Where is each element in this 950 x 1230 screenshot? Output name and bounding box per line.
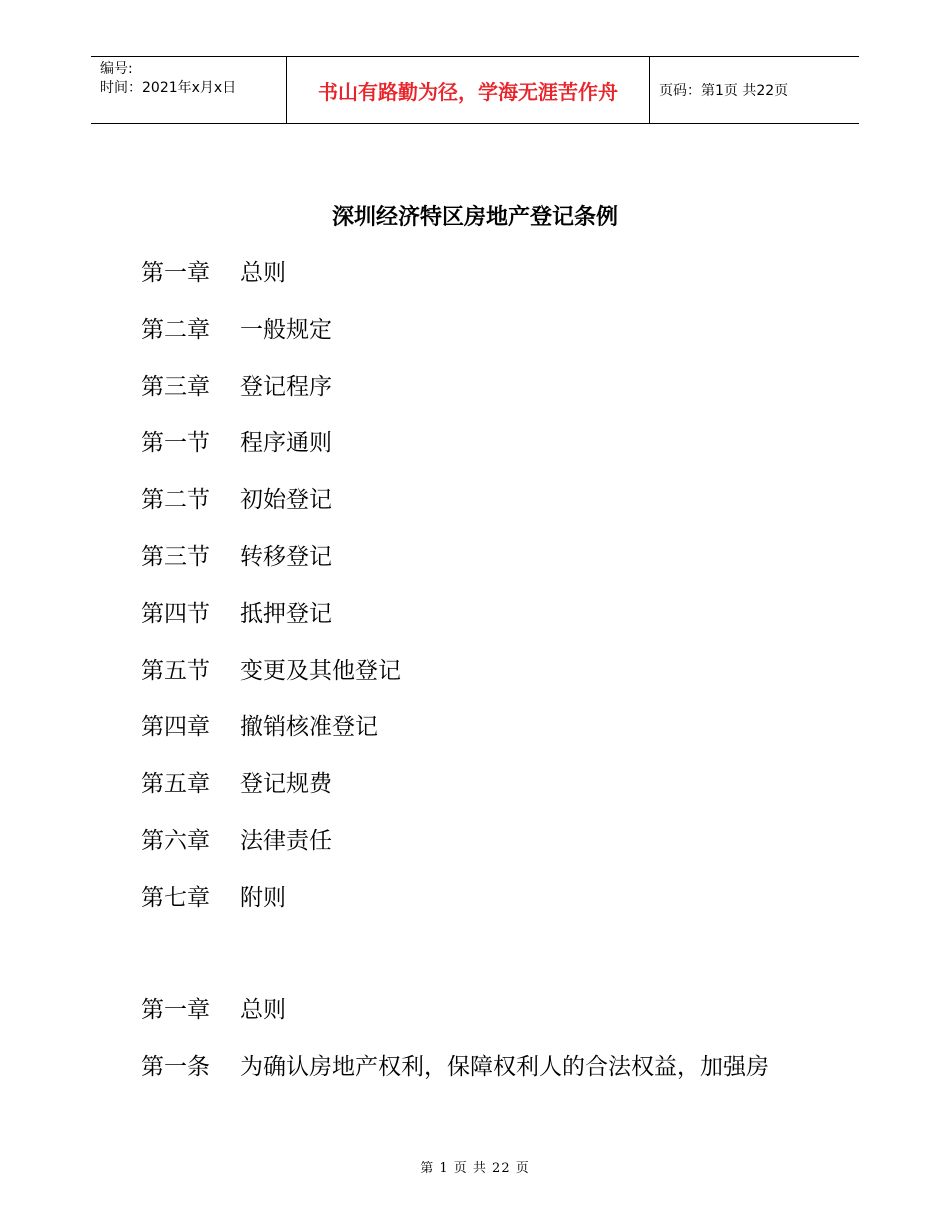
toc-text: 抵押登记 xyxy=(240,600,332,627)
chapter-title: 总则 xyxy=(240,997,286,1023)
toc-text: 登记规费 xyxy=(240,771,332,798)
toc-number: 第四节 xyxy=(141,600,210,627)
toc-number: 第五节 xyxy=(141,657,210,684)
page-footer: 第 1 页 共 22 页 xyxy=(420,1161,530,1176)
toc-item xyxy=(141,825,401,882)
chapter-number: 第一章 xyxy=(141,997,210,1023)
toc-item xyxy=(141,598,401,655)
toc-item xyxy=(141,882,401,939)
toc-text: 程序通则 xyxy=(240,430,332,457)
toc-text: 一般规定 xyxy=(240,316,332,343)
toc-number: 第一章 xyxy=(141,260,210,286)
toc-item xyxy=(141,371,401,428)
toc-number: 第三章 xyxy=(141,373,210,400)
toc-item xyxy=(141,484,401,541)
toc-number: 第六章 xyxy=(141,827,210,854)
toc-text: 登记程序 xyxy=(240,373,332,400)
toc-item xyxy=(141,314,401,371)
toc-item xyxy=(141,711,401,768)
toc-text: 法律责任 xyxy=(240,827,332,854)
toc-text: 转移登记 xyxy=(240,543,332,570)
number-label: 编号: xyxy=(100,61,133,77)
toc-number: 第五章 xyxy=(141,771,210,798)
toc-number: 第二节 xyxy=(141,487,210,514)
toc-number: 第一节 xyxy=(141,430,210,457)
article-paragraph xyxy=(141,1051,769,1083)
page-header xyxy=(91,56,859,124)
toc-item xyxy=(141,257,401,314)
article-number: 第一条 xyxy=(141,1054,210,1080)
toc-item xyxy=(141,655,401,712)
chapter-heading xyxy=(141,994,286,1026)
toc-item xyxy=(141,768,401,825)
time-label: 时间：2021年x月x日 xyxy=(100,80,237,96)
document-title: 深圳经济特区房地产登记条例 xyxy=(331,205,618,230)
header-motto: 书山有路勤为径，学海无涯苦作舟 xyxy=(287,57,650,123)
toc-text: 总则 xyxy=(240,260,286,286)
toc-number: 第七章 xyxy=(141,884,210,911)
table-of-contents xyxy=(141,257,401,939)
toc-number: 第二章 xyxy=(141,316,210,343)
toc-item xyxy=(141,427,401,484)
toc-item xyxy=(141,541,401,598)
article-text: 为确认房地产权利，保障权利人的合法权益，加强房 xyxy=(240,1054,769,1080)
toc-text: 变更及其他登记 xyxy=(240,657,401,684)
header-meta xyxy=(91,57,287,123)
header-page-info: 页码：第1页 共22页 xyxy=(659,83,789,99)
toc-number: 第四章 xyxy=(141,714,210,741)
toc-text: 初始登记 xyxy=(240,487,332,514)
toc-text: 撤销核准登记 xyxy=(240,714,378,741)
toc-number: 第三节 xyxy=(141,543,210,570)
toc-text: 附则 xyxy=(240,884,286,911)
